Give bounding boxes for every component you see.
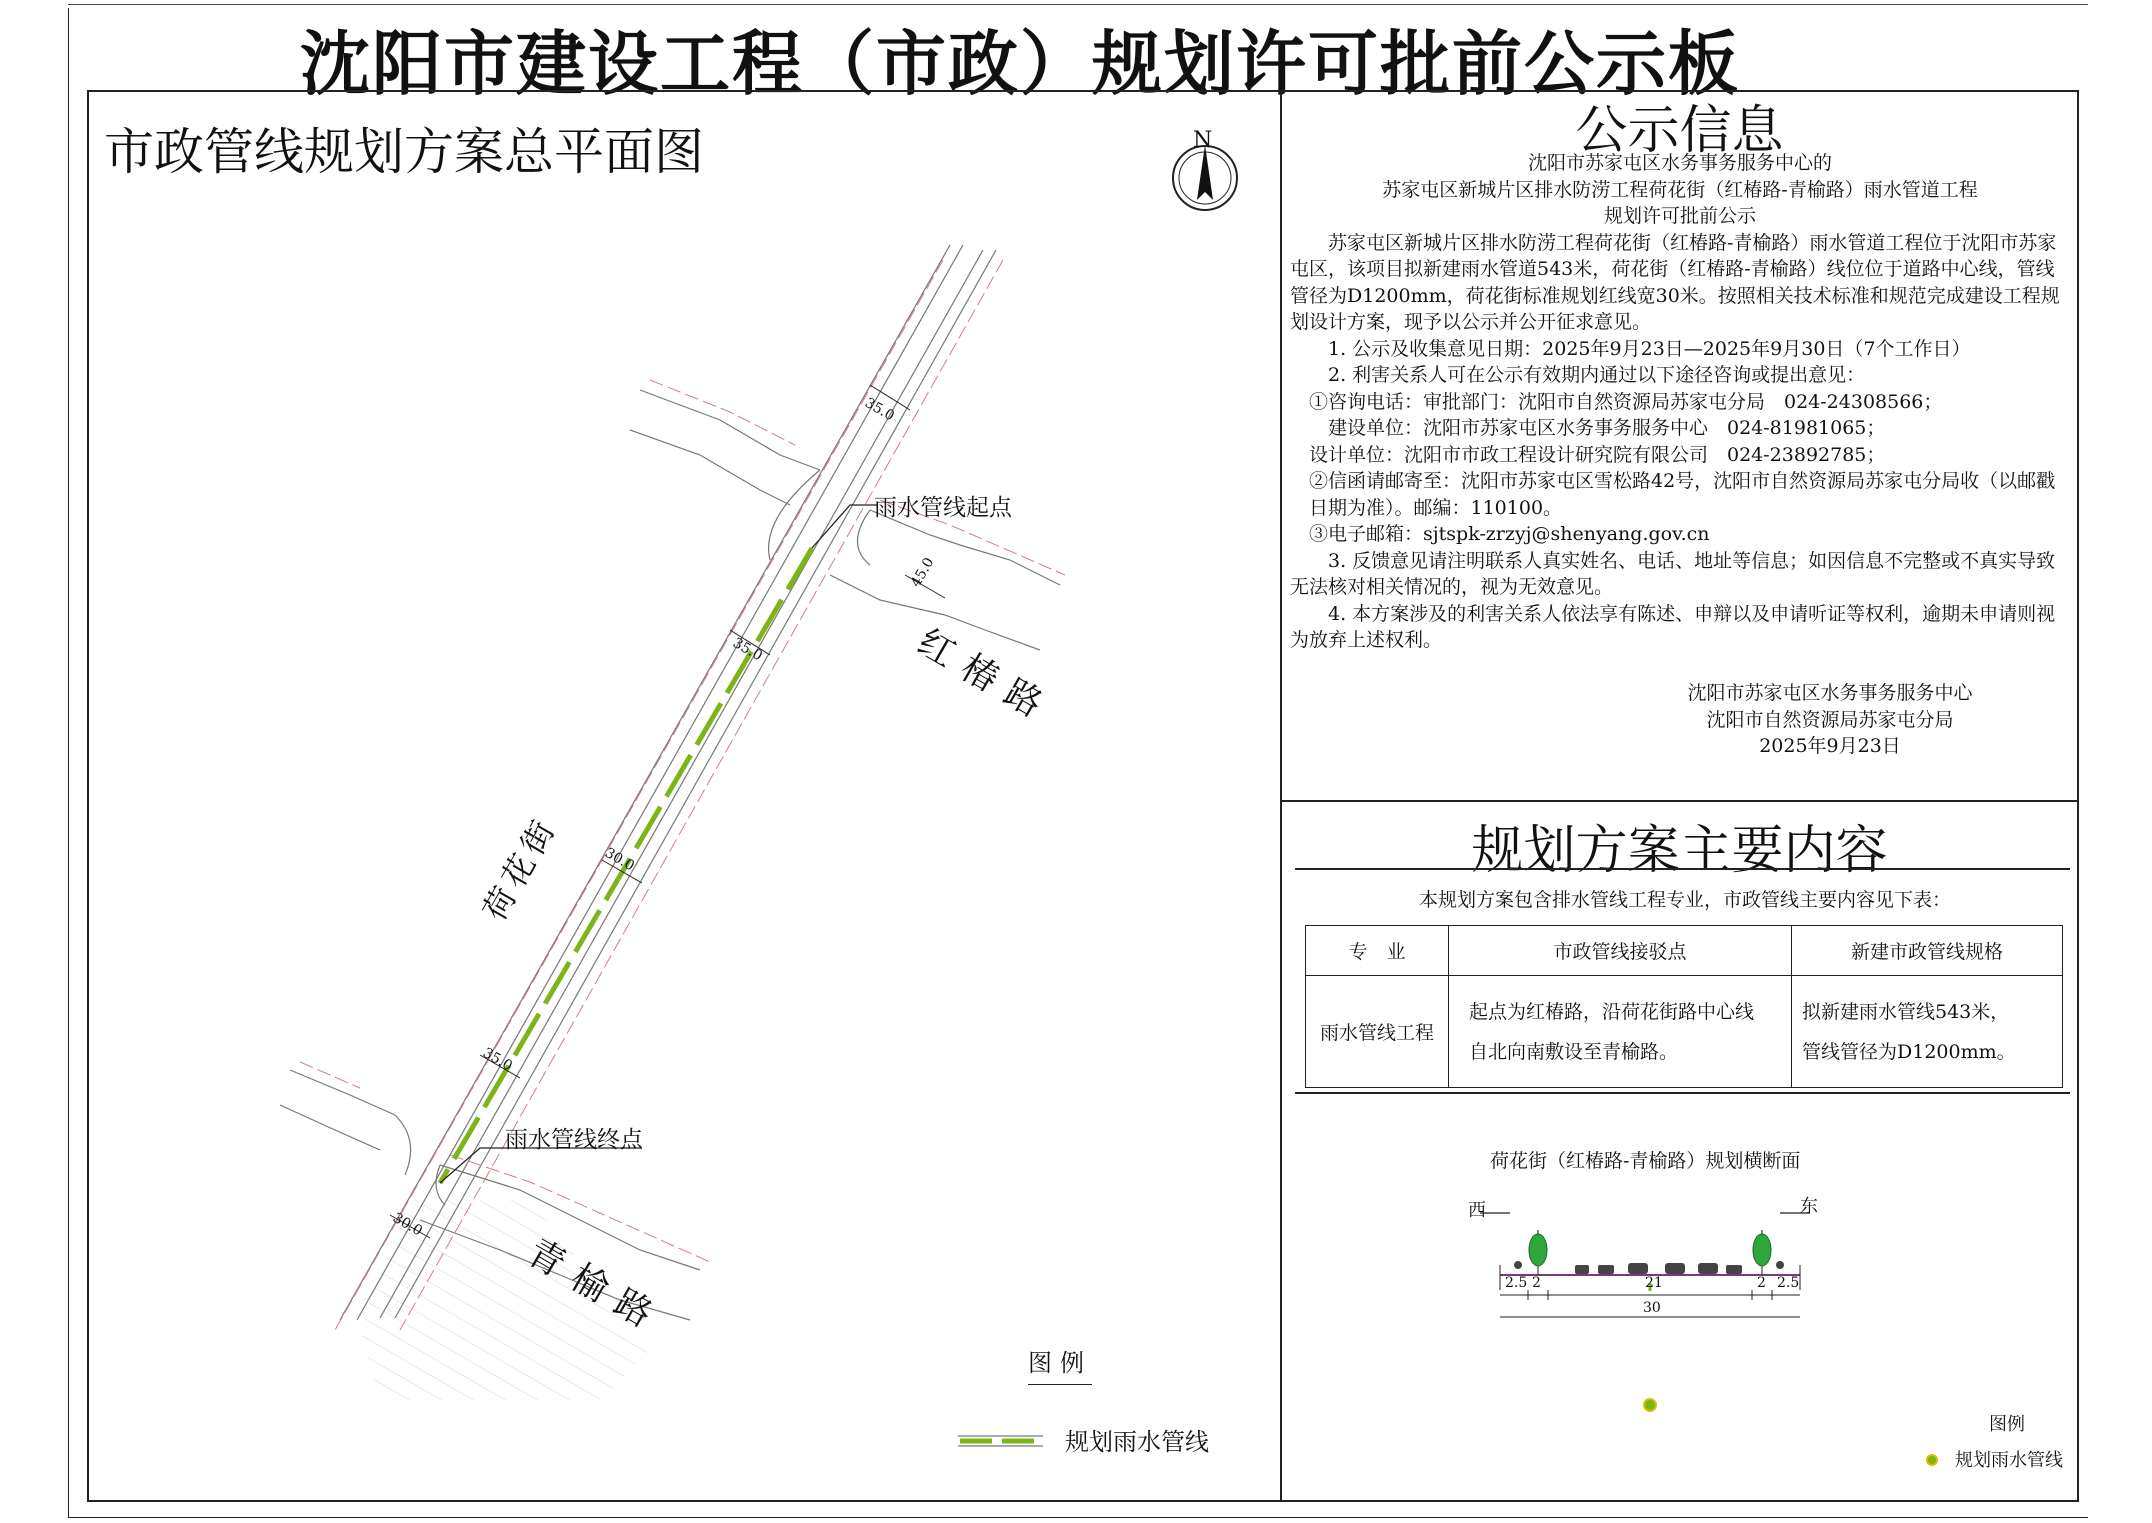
pipe-legend-icon xyxy=(1924,1452,1940,1468)
notice-item-2: 2. 利害关系人可在公示有效期内通过以下途径咨询或提出意见： xyxy=(1328,364,1866,386)
table-header: 新建市政管线规格 xyxy=(1792,926,2063,976)
signature-line: 沈阳市苏家屯区水务事务服务中心 xyxy=(1687,682,1973,704)
plan-legend-title: 图例 xyxy=(1028,1343,1092,1385)
hongchun-curve-1 xyxy=(769,470,820,560)
cell-line: 拟新建雨水管线543米， xyxy=(1802,1000,2010,1023)
pipe-symbol xyxy=(1644,1399,1656,1411)
north-arrow-icon xyxy=(1173,145,1237,210)
start-point-label: 雨水管线起点 xyxy=(874,495,1012,521)
section-dim: 2 xyxy=(1757,1275,1766,1291)
cell-line: 自北向南敷设至青榆路。 xyxy=(1469,1040,1679,1063)
planning-red-lines xyxy=(300,260,1065,1330)
notice-contact: ①咨询电话：审批部门：沈阳市自然资源局苏家屯分局 024-24308566； xyxy=(1309,390,1943,413)
plan-legend-label: 规划雨水管线 xyxy=(1065,1428,1209,1456)
notice-body: 苏家屯区新城片区排水防涝工程荷花街（红椿路-青榆路）雨水管道工程位于沈阳市苏家屯区，该项目拟新建雨水管道543米，荷花街（红椿路-青榆路）线位位于道路中心线，管线管径为D1200mm，荷花街标准规划红线宽30米。按照相关技术标准和规范完成建设工程规划设计方案，现予以公示并公开征求意见。 xyxy=(1290,231,2060,333)
plan-title: 市政管线规划方案总平面图 xyxy=(104,123,704,181)
table-header: 专 业 xyxy=(1306,926,1449,976)
dim-label: 30.0 xyxy=(602,845,637,875)
road-edge-west-outer xyxy=(340,245,950,1320)
notice-contact: 建设单位：沈阳市苏家屯区水务事务服务中心 024-81981065； xyxy=(1328,417,1886,439)
notice-title: 公示信息 xyxy=(1575,101,1784,161)
cell-line: 起点为红椿路，沿荷花街路中心线 xyxy=(1469,1000,1755,1023)
street-hongchun: 红椿路 xyxy=(910,621,1061,733)
dim-label: 35.0 xyxy=(862,395,897,425)
section-title: 荷花街（红椿路-青榆路）规划横断面 xyxy=(1490,1150,1801,1172)
end-point-label: 雨水管线终点 xyxy=(505,1127,643,1153)
notice-item-4: 4. 本方案涉及的利害关系人依法享有陈述、申辩以及申请听证等权利，逾期未申请则视为放弃上述权利。 xyxy=(1290,602,2056,651)
signature-date: 2025年9月23日 xyxy=(1759,735,1901,757)
hongchun-curve-2 xyxy=(858,510,871,565)
tree-icon xyxy=(1753,1230,1771,1275)
north-label: N xyxy=(1193,128,1213,153)
dimension-marks xyxy=(390,385,945,1238)
section-legend-title: 图例 xyxy=(1989,1414,2025,1435)
spec-table xyxy=(1305,925,2063,1088)
section-dim: 21 xyxy=(1645,1275,1663,1291)
cell-type: 雨水管线工程 xyxy=(1306,976,1449,1088)
street-hehua: 荷花街 xyxy=(475,809,566,927)
cell-line: 管线管径为D1200mm。 xyxy=(1802,1040,2016,1063)
notice-email: ③电子邮箱：sjtspk-zrzyj@shenyang.gov.cn xyxy=(1309,523,1710,545)
qingyu-curve-1 xyxy=(395,1115,411,1175)
section-dim: 2.5 xyxy=(1505,1275,1528,1291)
qingyu-edge-1 xyxy=(290,1070,395,1115)
notice-mail: ②信函请邮寄至：沈阳市苏家屯区雪松路42号，沈阳市自然资源局苏家屯分局收（以邮戳日期为准）。邮编：110100。 xyxy=(1309,470,2056,519)
content-intro: 本规划方案包含排水管线工程专业，市政管线主要内容见下表： xyxy=(1418,889,1951,911)
table-bottom-rule xyxy=(1295,1092,2070,1094)
section-west: 西 xyxy=(1468,1200,1486,1221)
hongchun-edge-2 xyxy=(630,430,790,505)
content-title: 规划方案主要内容 xyxy=(1471,821,1888,881)
dim-label: 45.0 xyxy=(908,555,938,590)
section-dim: 2.5 xyxy=(1777,1275,1800,1291)
table-row xyxy=(1306,976,2063,1088)
notice-head-line: 苏家屯区新城片区排水防涝工程荷花街（红椿路-青榆路）雨水管道工程 xyxy=(1382,178,1978,201)
content-rule xyxy=(1295,868,2070,870)
qingyu-edge-2 xyxy=(280,1105,380,1150)
tree-icon xyxy=(1529,1230,1547,1275)
notice-item-3: 3. 反馈意见请注明联系人真实姓名、电话、地址等信息；如因信息不完整或不真实导致无法核对相关情况的，视为无效意见。 xyxy=(1290,549,2056,598)
notice-item-1: 1. 公示及收集意见日期：2025年9月23日—2025年9月30日（7个工作日） xyxy=(1328,337,1971,360)
table-header: 市政管线接驳点 xyxy=(1449,926,1792,976)
street-qingyu: 青榆路 xyxy=(520,1231,671,1343)
notice-contact: 设计单位：沈阳市市政工程设计研究院有限公司 024-23892785； xyxy=(1309,443,1886,466)
section-legend-label: 规划雨水管线 xyxy=(1955,1450,2063,1471)
signature-line: 沈阳市自然资源局苏家屯分局 xyxy=(1706,708,1954,731)
hongchun-edge-1 xyxy=(640,390,820,470)
section-total: 30 xyxy=(1643,1300,1661,1316)
dim-label: 35.0 xyxy=(730,635,765,665)
section-east: 东 xyxy=(1800,1196,1818,1217)
notice-head-line: 沈阳市苏家屯区水务事务服务中心的 xyxy=(1527,152,1832,174)
cell-spec xyxy=(1792,976,2063,1088)
dim-label: 35.0 xyxy=(480,1045,515,1075)
vertical-divider xyxy=(1280,90,1282,1502)
section-dim: 2 xyxy=(1532,1275,1541,1291)
cell-point xyxy=(1449,976,1792,1088)
horizontal-divider xyxy=(1280,800,2079,802)
dim-label: 30.0 xyxy=(390,1210,425,1240)
vehicles-icon xyxy=(1514,1261,1784,1274)
start-leader xyxy=(812,505,878,548)
notice-text xyxy=(1290,150,2070,654)
notice-signature xyxy=(1600,680,2060,760)
board-title: 沈阳市建设工程（市政）规划许可批前公示板 xyxy=(300,22,1740,105)
notice-head-line: 规划许可批前公示 xyxy=(1603,205,1756,227)
road-edges xyxy=(280,245,1060,1320)
